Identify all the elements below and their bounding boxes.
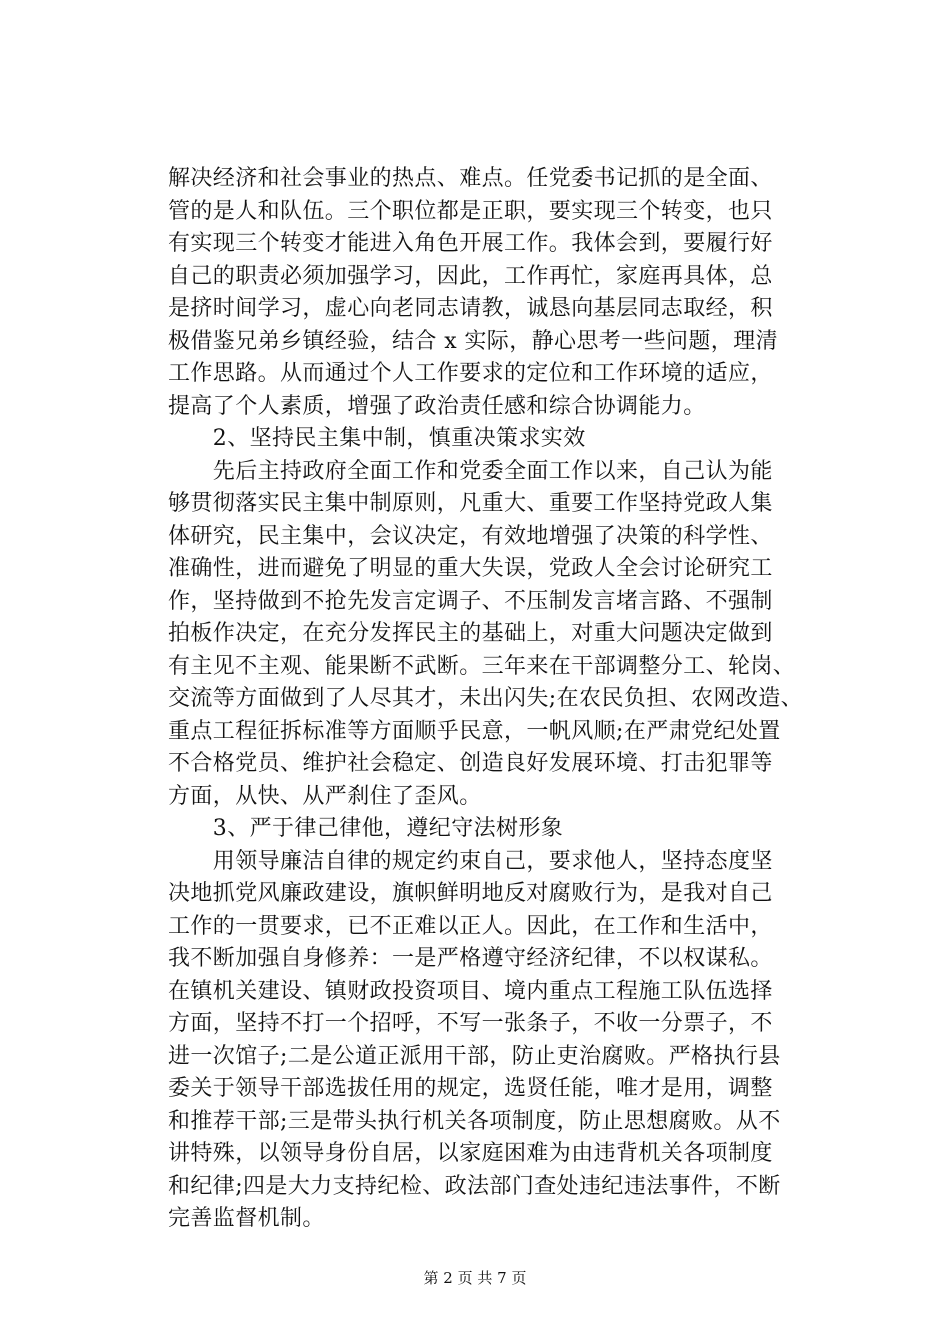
text-line: 方面，从快、从严刹住了歪风。 <box>168 783 482 809</box>
text-line: 我不断加强自身修养：一是严格遵守经济纪律，不以权谋私。 <box>168 946 773 971</box>
text-line: 重点工程征拆标准等方面顺乎民意，一帆风顺;在严肃党纪处置 <box>168 718 781 744</box>
page-number-footer: 第 2 页 共 7 页 <box>423 1269 527 1287</box>
text-line: 决地抓党风廉政建设，旗帜鲜明地反对腐败行为，是我对自己 <box>168 881 773 906</box>
section-heading: 3、严于律己律他，遵纪守法树形象 <box>168 816 564 841</box>
text-line: 完善监督机制。 <box>168 1206 325 1231</box>
section-heading: 2、坚持民主集中制，慎重决策求实效 <box>168 426 586 451</box>
text-line: 工作思路。从而通过个人工作要求的定位和工作环境的适应， <box>168 361 773 386</box>
text-line: 不合格党员、维护社会稳定、创造良好发展环境、打击犯罪等 <box>168 751 773 776</box>
body-text <box>168 163 858 1236</box>
text-line: 工作的一贯要求，已不正难以正人。因此，在工作和生活中， <box>168 913 773 939</box>
text-line: 方面，坚持不打一个招呼，不写一张条子，不收一分票子，不 <box>168 1011 773 1036</box>
text-line: 提高了个人素质，增强了政治责任感和综合协调能力。 <box>168 393 706 419</box>
text-line: 自己的职责必须加强学习，因此，工作再忙，家庭再具体，总 <box>168 263 773 289</box>
text-line: 交流等方面做到了人尽其才，未出闪失;在农民负担、农网改造、 <box>168 686 804 711</box>
text-line: 极借鉴兄弟乡镇经验，结合 x 实际，静心思考一些问题，理清 <box>168 328 778 354</box>
text-line: 拍板作决定，在充分发挥民主的基础上，对重大问题决定做到 <box>168 621 773 646</box>
text-line: 是挤时间学习，虚心向老同志请教，诚恳向基层同志取经，积 <box>168 296 773 321</box>
text-line: 用领导廉洁自律的规定约束自己，要求他人，坚持态度坚 <box>168 848 773 874</box>
text-line: 管的是人和队伍。三个职位都是正职，要实现三个转变，也只 <box>168 198 773 224</box>
text-line: 委关于领导干部选拔任用的规定，选贤任能，唯才是用，调整 <box>168 1076 773 1101</box>
text-line: 进一次馆子;二是公道正派用干部，防止吏治腐败。严格执行县 <box>168 1043 781 1069</box>
text-line: 有实现三个转变才能进入角色开展工作。我体会到，要履行好 <box>168 231 773 256</box>
text-line: 先后主持政府全面工作和党委全面工作以来，自己认为能 <box>168 458 773 484</box>
text-line: 作，坚持做到不抢先发言定调子、不压制发言堵言路、不强制 <box>168 588 773 614</box>
text-line: 解决经济和社会事业的热点、难点。任党委书记抓的是全面、 <box>168 166 773 191</box>
text-line: 在镇机关建设、镇财政投资项目、境内重点工程施工队伍选择 <box>168 978 773 1004</box>
text-line: 体研究，民主集中，会议决定，有效地增强了决策的科学性、 <box>168 523 773 549</box>
text-line: 和推荐干部;三是带头执行机关各项制度，防止思想腐败。从不 <box>168 1108 781 1134</box>
text-line: 有主见不主观、能果断不武断。三年来在干部调整分工、轮岗、 <box>168 653 796 679</box>
text-line: 准确性，进而避免了明显的重大失误，党政人全会讨论研究工 <box>168 556 773 581</box>
text-line: 够贯彻落实民主集中制原则，凡重大、重要工作坚持党政人集 <box>168 491 773 516</box>
text-line: 和纪律;四是大力支持纪检、政法部门查处违纪违法事件，不断 <box>168 1173 781 1199</box>
text-line: 讲特殊，以领导身份自居，以家庭困难为由违背机关各项制度 <box>168 1141 773 1166</box>
